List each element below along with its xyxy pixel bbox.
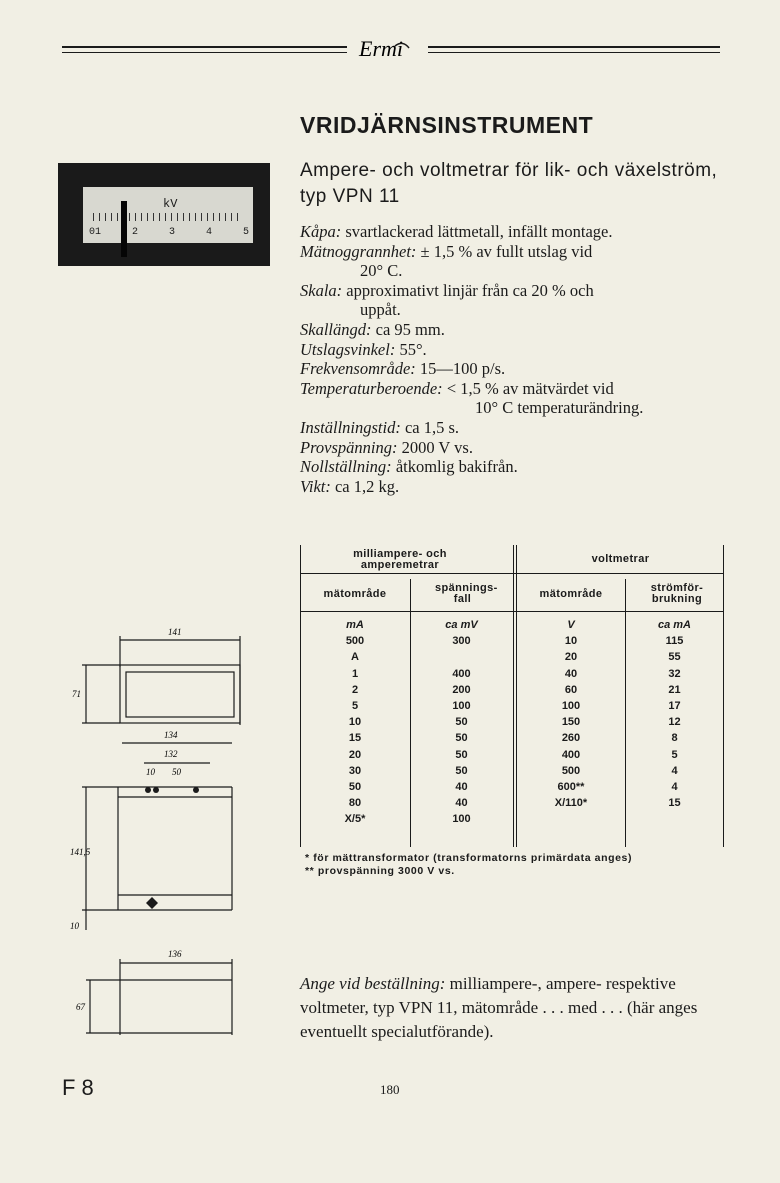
spec-key: Frekvensområde: xyxy=(300,359,416,379)
spec-value: ca 1,2 kg. xyxy=(334,476,400,496)
order-info xyxy=(300,972,728,1044)
dim-label: 71 xyxy=(72,689,81,699)
product-subtitle: Ampere- och voltmetrar för lik- och växelström, typ VPN 11 xyxy=(300,160,718,207)
table-cell: 40 xyxy=(564,667,578,680)
svg-text:Ermi: Ermi xyxy=(359,36,403,61)
spec-item xyxy=(300,281,730,320)
table-cell: 5 xyxy=(671,748,678,761)
table-rule-group xyxy=(300,573,724,574)
spec-value: ± 1,5 % av fullt utslag vid xyxy=(420,241,593,261)
spec-value: 2000 V vs. xyxy=(401,437,473,457)
scale-label: 01 xyxy=(89,227,102,238)
table-cell: 4 xyxy=(671,781,678,794)
footnote: ** provspänning 3000 V vs. xyxy=(305,865,455,877)
spec-item xyxy=(300,457,730,477)
scale-ticks xyxy=(93,213,243,221)
spec-value: svartlackerad lättmetall, infällt montage. xyxy=(345,222,613,241)
spec-item xyxy=(300,340,730,360)
table-cell: 21 xyxy=(668,683,681,696)
table-cell: 1 xyxy=(351,667,359,680)
spec-value: 55°. xyxy=(399,339,427,359)
table-cell: 5 xyxy=(351,700,359,713)
dim-label: 134 xyxy=(164,730,178,740)
col-header-range-a: mätområde xyxy=(323,588,387,600)
spec-key: Temperaturberoende: xyxy=(300,378,443,398)
table-cell: X/110* xyxy=(554,797,588,810)
table-cell: 500 xyxy=(561,764,581,777)
table-cell: 32 xyxy=(668,667,681,680)
header-rule-right-2 xyxy=(428,52,720,53)
table-cell: 30 xyxy=(348,764,362,777)
col-header-range-v: mätområde xyxy=(539,588,603,600)
table-cell: 200 xyxy=(452,683,471,696)
unit-cell: V xyxy=(567,619,575,631)
order-text: milliampere-, ampere- respektive voltmeter, typ VPN 11, mätområde . . . med . . . (här anges eventuellt specialutförande). xyxy=(300,974,698,1041)
table-cell: 500 xyxy=(345,635,365,648)
dim-label: 10 xyxy=(146,767,155,777)
table-footnotes xyxy=(305,852,725,878)
spec-continuation: 20° C. xyxy=(360,261,403,281)
table-cell: 100 xyxy=(452,813,471,826)
spec-value: 15—100 p/s. xyxy=(419,359,506,379)
table-cell: 20 xyxy=(564,651,578,664)
table-cell: 150 xyxy=(561,716,581,729)
table-cell: 80 xyxy=(348,797,362,810)
col-range-v xyxy=(517,617,625,811)
dim-label: 10 xyxy=(70,921,79,931)
spec-value: ca 95 mm. xyxy=(375,319,445,339)
header-rule-left-2 xyxy=(62,52,347,53)
col-drop xyxy=(410,617,513,828)
table-cell: 100 xyxy=(452,700,471,713)
spec-list xyxy=(300,222,730,496)
dim-label: 141 xyxy=(168,627,182,637)
table-cell: 10 xyxy=(564,635,578,648)
spec-item xyxy=(300,477,730,497)
order-label: Ange vid beställning: xyxy=(300,974,446,993)
page-title: VRIDJÄRNSINSTRUMENT xyxy=(300,112,594,138)
scale-labels xyxy=(89,227,249,238)
table-divider-main xyxy=(513,545,514,847)
table-cell: 20 xyxy=(348,748,362,761)
unit-cell: mA xyxy=(346,619,364,631)
spec-key: Utslagsvinkel: xyxy=(300,339,396,359)
table-cell: 400 xyxy=(561,748,581,761)
table-cell: 50 xyxy=(455,716,468,729)
spec-item xyxy=(300,359,730,379)
spec-item xyxy=(300,222,730,242)
spec-item xyxy=(300,320,730,340)
spec-value: < 1,5 % av mätvärdet vid xyxy=(446,378,614,398)
table-cell: 600** xyxy=(557,781,585,794)
unit-label: kV xyxy=(163,197,178,211)
meter-photo xyxy=(58,163,270,266)
table-cell: 4 xyxy=(671,764,678,777)
unit-cell: ca mV xyxy=(445,619,478,631)
col-current xyxy=(625,617,724,811)
spec-key: Nollställning: xyxy=(300,457,392,477)
table-cell: 50 xyxy=(455,764,468,777)
col-header-current: strömför-brukning xyxy=(650,582,704,605)
scale-label: 4 xyxy=(205,227,212,238)
scale-label: 2 xyxy=(131,227,138,238)
col-range-a xyxy=(300,617,410,828)
group-header-amp: milliampere- och amperemetrar xyxy=(353,548,447,571)
spec-key: Vikt: xyxy=(300,476,331,496)
spec-key: Provspänning: xyxy=(300,437,398,457)
dimension-drawing xyxy=(60,625,260,1045)
scale-label: 3 xyxy=(168,227,175,238)
header-rule-right xyxy=(428,46,720,48)
table-cell: 15 xyxy=(668,797,681,810)
spec-key: Skala: xyxy=(300,280,343,300)
group-header-volt: voltmetrar xyxy=(591,553,650,565)
page-id: F 8 xyxy=(62,1075,94,1100)
table-cell: 260 xyxy=(561,732,581,745)
spec-key: Mätnoggrannhet: xyxy=(300,241,417,261)
table-cell: 2 xyxy=(351,683,359,696)
spec-item xyxy=(300,438,730,458)
table-cell: 50 xyxy=(348,781,362,794)
table-cell: 300 xyxy=(452,635,471,648)
dim-label: 50 xyxy=(172,767,181,777)
spec-key: Skallängd: xyxy=(300,319,372,339)
table-cell: 17 xyxy=(668,700,681,713)
table-cell: X/5* xyxy=(344,813,366,826)
table-cell: 115 xyxy=(665,635,684,648)
table-cell: 50 xyxy=(455,748,468,761)
table-cell: 8 xyxy=(671,732,678,745)
brand-logo xyxy=(355,28,415,68)
range-table xyxy=(300,545,724,847)
spec-key: Inställningstid: xyxy=(300,417,401,437)
spec-value: approximativt linjär från ca 20 % och xyxy=(346,280,594,300)
dim-label: 132 xyxy=(164,749,178,759)
table-cell: 12 xyxy=(668,716,681,729)
dim-label: 67 xyxy=(76,1002,85,1012)
spec-item xyxy=(300,379,730,418)
meter-face xyxy=(83,187,253,243)
page-number: 180 xyxy=(380,1082,400,1097)
col-header-drop: spännings-fall xyxy=(435,582,498,605)
spec-value: ca 1,5 s. xyxy=(404,417,460,437)
table-cell: 40 xyxy=(455,797,468,810)
dim-label: 136 xyxy=(168,949,182,959)
spec-key: Kåpa: xyxy=(300,222,342,241)
table-cell: 55 xyxy=(668,651,681,664)
scale-label: 5 xyxy=(242,227,249,238)
spec-continuation: 10° C temperaturändring. xyxy=(475,398,644,418)
table-cell: 60 xyxy=(564,683,578,696)
header-rule-left xyxy=(62,46,347,48)
spec-item xyxy=(300,418,730,438)
dim-label: 141,5 xyxy=(70,847,91,857)
table-cell: 15 xyxy=(348,732,362,745)
table-cell: A xyxy=(351,651,359,664)
table-cell: 400 xyxy=(452,667,471,680)
table-rule-header xyxy=(300,611,724,612)
table-cell: 10 xyxy=(348,716,362,729)
table-cell: 50 xyxy=(455,732,468,745)
spec-value: åtkomlig bakifrån. xyxy=(395,457,518,477)
spec-item xyxy=(300,242,730,281)
footnote: * för mättransformator (transformatorns primärdata anges) xyxy=(305,852,633,864)
table-cell: 100 xyxy=(561,700,581,713)
table-cell: 40 xyxy=(455,781,468,794)
unit-cell: ca mA xyxy=(657,619,692,631)
table-cell xyxy=(410,649,513,665)
spec-continuation: uppåt. xyxy=(360,300,401,320)
